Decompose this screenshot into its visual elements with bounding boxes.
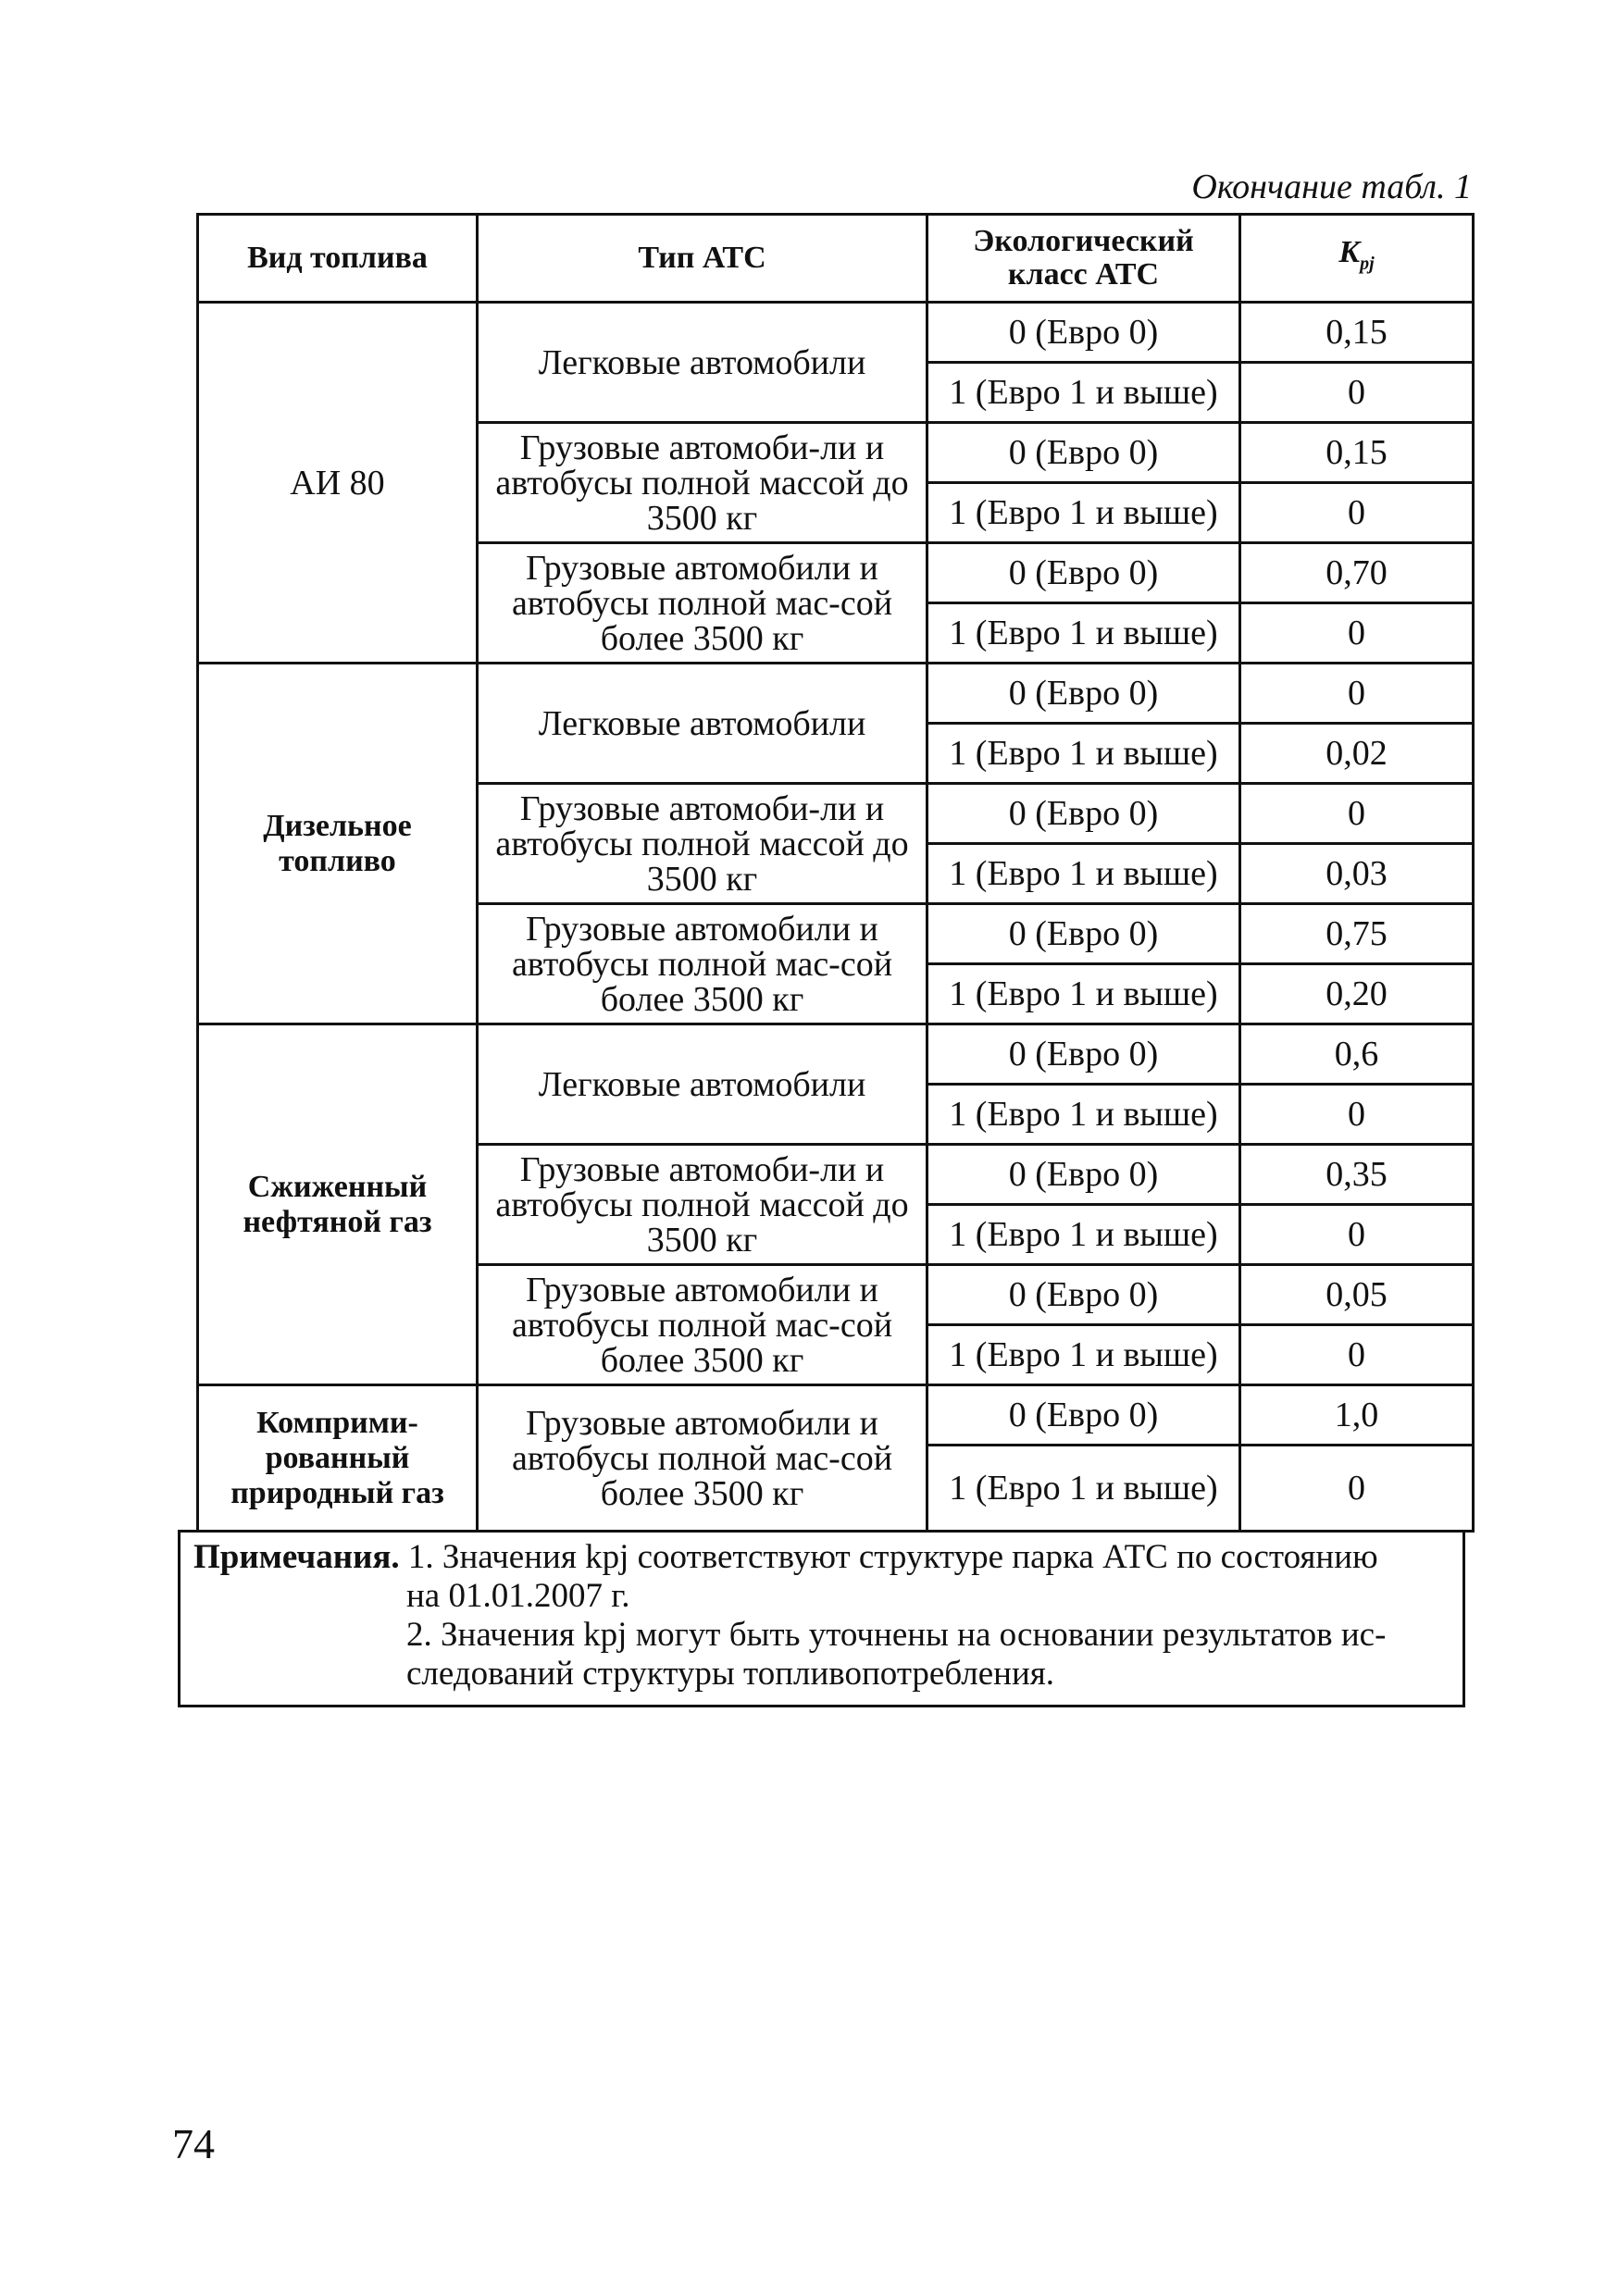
k-cell: 0,35 bbox=[1240, 1145, 1474, 1205]
header-eco-class: Экологический класс АТС bbox=[927, 215, 1240, 303]
class-cell: 1 (Евро 1 и выше) bbox=[927, 1085, 1240, 1145]
header-vehicle-type: Тип АТС bbox=[478, 215, 927, 303]
vehicle-cell: Грузовые автомобили и автобусы полной мас-сой более 3500 кг bbox=[478, 904, 927, 1024]
table-row bbox=[198, 1385, 1474, 1446]
vehicle-cell: Грузовые автомоби-ли и автобусы полной массой до 3500 кг bbox=[478, 1145, 927, 1265]
class-cell: 0 (Евро 0) bbox=[927, 664, 1240, 724]
class-cell: 0 (Евро 0) bbox=[927, 1024, 1240, 1085]
class-cell: 1 (Евро 1 и выше) bbox=[927, 483, 1240, 543]
k-cell: 0,03 bbox=[1240, 844, 1474, 904]
notes-label: Примечания. bbox=[193, 1538, 400, 1576]
k-cell: 0,70 bbox=[1240, 543, 1474, 603]
note-2-continuation: следований структуры топливопотребления. bbox=[406, 1655, 1055, 1693]
k-cell: 0,6 bbox=[1240, 1024, 1474, 1085]
k-cell: 0 bbox=[1240, 1325, 1474, 1385]
k-cell: 0 bbox=[1240, 784, 1474, 844]
fuel-cell: Дизельное топливо bbox=[198, 664, 478, 1024]
class-cell: 1 (Евро 1 и выше) bbox=[927, 844, 1240, 904]
vehicle-cell: Грузовые автомоби-ли и автобусы полной массой до 3500 кг bbox=[478, 423, 927, 543]
header-fuel: Вид топлива bbox=[198, 215, 478, 303]
vehicle-cell: Легковые автомобили bbox=[478, 1024, 927, 1145]
class-cell: 0 (Евро 0) bbox=[927, 904, 1240, 964]
vehicle-cell: Грузовые автомобили и автобусы полной мас-сой более 3500 кг bbox=[478, 1265, 927, 1385]
table-row bbox=[198, 303, 1474, 363]
k-cell: 0 bbox=[1240, 363, 1474, 423]
k-cell: 0 bbox=[1240, 603, 1474, 664]
k-cell: 0,02 bbox=[1240, 724, 1474, 784]
k-cell: 0 bbox=[1240, 1205, 1474, 1265]
class-cell: 1 (Евро 1 и выше) bbox=[927, 1446, 1240, 1532]
k-cell: 0 bbox=[1240, 1085, 1474, 1145]
class-cell: 0 (Евро 0) bbox=[927, 423, 1240, 483]
k-cell: 0,20 bbox=[1240, 964, 1474, 1024]
class-cell: 0 (Евро 0) bbox=[927, 303, 1240, 363]
class-cell: 1 (Евро 1 и выше) bbox=[927, 363, 1240, 423]
k-cell: 0 bbox=[1240, 1446, 1474, 1532]
class-cell: 1 (Евро 1 и выше) bbox=[927, 964, 1240, 1024]
header-k-coefficient: $K_{pj}$ bbox=[1240, 215, 1474, 303]
table-row bbox=[198, 664, 1474, 724]
page-number: 74 bbox=[172, 2120, 215, 2167]
k-cell: 0 bbox=[1240, 483, 1474, 543]
fuel-cell: АИ 80 bbox=[198, 303, 478, 664]
class-cell: 0 (Евро 0) bbox=[927, 1265, 1240, 1325]
k-cell: 0,15 bbox=[1240, 423, 1474, 483]
class-cell: 1 (Евро 1 и выше) bbox=[927, 724, 1240, 784]
vehicle-cell: Грузовые автомоби-ли и автобусы полной массой до 3500 кг bbox=[478, 784, 927, 904]
k-cell: 0,15 bbox=[1240, 303, 1474, 363]
k-cell: 0,75 bbox=[1240, 904, 1474, 964]
note-1 bbox=[193, 1538, 1453, 1577]
class-cell: 0 (Евро 0) bbox=[927, 543, 1240, 603]
table-header-row bbox=[198, 215, 1474, 303]
table-continuation-caption: Окончание табл. 1 bbox=[1191, 168, 1472, 206]
table-notes bbox=[178, 1530, 1465, 1707]
class-cell: 0 (Евро 0) bbox=[927, 1145, 1240, 1205]
note-2-text: 2. Значения kpj могут быть уточнены на основании результатов ис- bbox=[406, 1616, 1387, 1654]
fuel-coefficient-table bbox=[196, 213, 1475, 1533]
vehicle-cell: Легковые автомобили bbox=[478, 664, 927, 784]
table-row bbox=[198, 1024, 1474, 1085]
vehicle-cell: Грузовые автомобили и автобусы полной мас-сой более 3500 кг bbox=[478, 543, 927, 664]
fuel-cell: Сжиженный нефтяной газ bbox=[198, 1024, 478, 1385]
k-cell: 1,0 bbox=[1240, 1385, 1474, 1446]
class-cell: 1 (Евро 1 и выше) bbox=[927, 1205, 1240, 1265]
vehicle-cell: Грузовые автомобили и автобусы полной мас-сой более 3500 кг bbox=[478, 1385, 927, 1532]
vehicle-cell: Легковые автомобили bbox=[478, 303, 927, 423]
fuel-cell: Комприми-рованный природный газ bbox=[198, 1385, 478, 1532]
class-cell: 1 (Евро 1 и выше) bbox=[927, 1325, 1240, 1385]
k-cell: 0,05 bbox=[1240, 1265, 1474, 1325]
class-cell: 0 (Евро 0) bbox=[927, 784, 1240, 844]
class-cell: 1 (Евро 1 и выше) bbox=[927, 603, 1240, 664]
note-1-text: 1. Значения kpj соответствуют структуре парка АТС по состоянию bbox=[407, 1538, 1378, 1576]
class-cell: 0 (Евро 0) bbox=[927, 1385, 1240, 1446]
k-cell: 0 bbox=[1240, 664, 1474, 724]
note-1-continuation: на 01.01.2007 г. bbox=[406, 1577, 630, 1615]
